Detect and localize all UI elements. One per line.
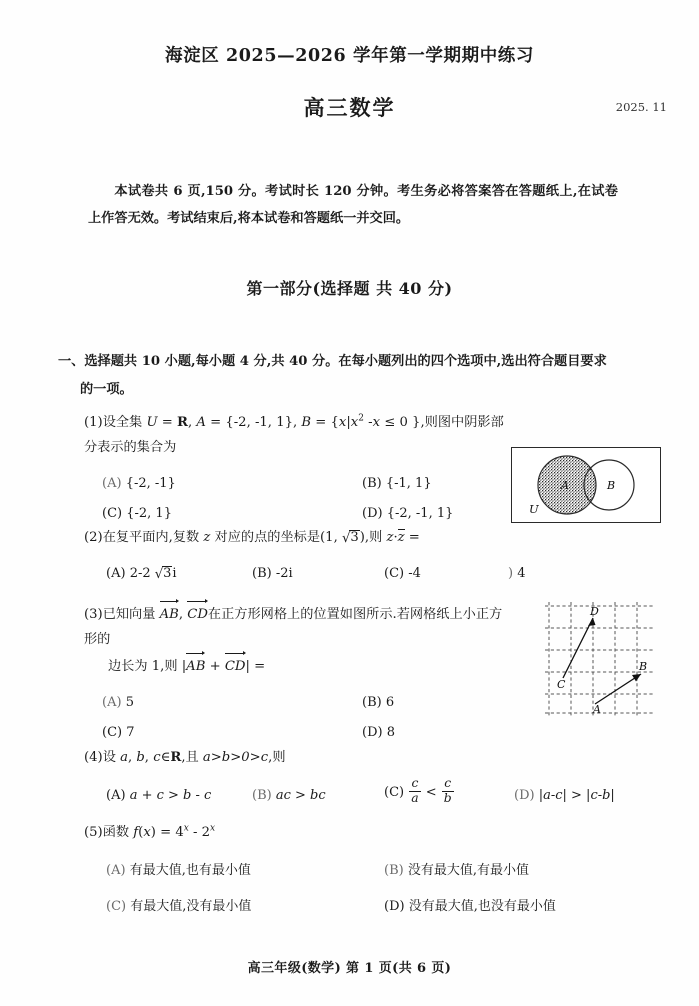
q1-tail: ,则图中阴影部分表示的集合为 bbox=[84, 415, 504, 456]
question-3 bbox=[84, 600, 504, 741]
q3-opt-d-text: 8 bbox=[386, 725, 395, 741]
q1-minus: - bbox=[363, 415, 373, 430]
section-intro bbox=[58, 348, 638, 403]
question-3-option-d[interactable] bbox=[362, 721, 395, 746]
q5-opt-b-text: 没有最大值,有最小值 bbox=[407, 863, 529, 879]
q3-vector-cd: CD bbox=[187, 600, 208, 627]
question-4-number: (4) bbox=[84, 750, 103, 765]
question-2-option-c[interactable] bbox=[384, 562, 421, 587]
point-b-label: B bbox=[639, 660, 648, 673]
q1-bar: | bbox=[346, 415, 351, 430]
q2-zbar: z bbox=[397, 530, 405, 545]
q2-opt-a-text: 2-2 √3i bbox=[129, 566, 177, 583]
question-5-options bbox=[84, 849, 644, 915]
q4-opt-d-label: (D) bbox=[514, 788, 535, 804]
question-1 bbox=[84, 410, 504, 522]
q4-text-c: ,则 bbox=[268, 750, 286, 765]
instructions-line-1: 本试卷共 6 页,150 分。考试时长 120 分钟。考生务必将答案答在答题纸上,在试卷上作答 bbox=[88, 184, 618, 227]
q3-opt-a-label: (A) bbox=[102, 695, 122, 711]
q3-opt-c-label: (C) bbox=[102, 725, 123, 741]
question-1-option-c[interactable] bbox=[102, 502, 172, 527]
grid-vector-figure bbox=[537, 600, 661, 718]
q3-comma: , bbox=[178, 607, 188, 622]
q5-minus-2: - 2 bbox=[188, 825, 211, 840]
q4-opt-a-label: (A) bbox=[106, 788, 126, 804]
q3-opt-d-label: (D) bbox=[362, 725, 383, 741]
q1-reals: R bbox=[177, 415, 188, 430]
q5-eq-4: ) = 4 bbox=[150, 825, 184, 840]
exam-date: 2025. 11 bbox=[615, 100, 667, 114]
q1-set-a: A bbox=[196, 415, 206, 430]
instructions-line-2: 无效。考试结束后,将本试卷和答题纸一并交回。 bbox=[127, 211, 410, 227]
q3-text-d: | = bbox=[245, 659, 266, 675]
q1-opt-c-text: {-2, 1} bbox=[126, 506, 172, 522]
question-2-stem: (2)在复平面内,复数 z 对应的点的坐标是(1, √3),则 z·z = bbox=[84, 530, 420, 546]
q5-opt-c-text: 有最大值,没有最小值 bbox=[130, 899, 252, 915]
question-3-option-b[interactable] bbox=[362, 691, 394, 716]
q3-opt-a-text: 5 bbox=[125, 695, 134, 711]
q4-var-b: b bbox=[136, 750, 145, 765]
question-4-option-b[interactable] bbox=[252, 784, 326, 809]
q5-opt-a-text: 有最大值,也有最小值 bbox=[129, 863, 251, 879]
vector-cd bbox=[563, 618, 596, 678]
q4-c2: , bbox=[144, 750, 154, 765]
q5-exp-2: x bbox=[210, 823, 216, 834]
question-5-number: (5) bbox=[84, 825, 103, 840]
question-1-stem bbox=[84, 410, 504, 460]
q2-text-b: 对应的点的坐标是(1, bbox=[210, 530, 342, 545]
q2-sqrt3: 3 bbox=[350, 530, 359, 545]
q2-text-c: ),则 bbox=[359, 530, 387, 545]
q4-text-a: 设 bbox=[102, 750, 121, 765]
section-intro-line-2: 的一项。 bbox=[80, 381, 133, 397]
page-footer: 高三年级(数学) 第 1 页(共 6 页) bbox=[247, 961, 452, 976]
point-c-label: C bbox=[557, 678, 566, 691]
q4-opt-d-text: |a-c| > |c-b| bbox=[538, 788, 615, 804]
q1-le: ≤ 0 } bbox=[380, 415, 421, 430]
q4-var-a: a bbox=[120, 750, 128, 765]
q4-opt-c-label: (C) bbox=[384, 784, 405, 800]
q1-comma1: , bbox=[187, 415, 197, 430]
q2-text-a: 在复平面内,复数 bbox=[102, 530, 204, 545]
question-4 bbox=[84, 745, 644, 810]
q4-frac-c-over-b: $\frac{c}{b}$ bbox=[443, 776, 452, 805]
question-2-option-a[interactable] bbox=[106, 562, 177, 587]
q1-x3: x bbox=[372, 415, 381, 430]
point-d-label: D bbox=[590, 605, 599, 618]
q2-opt-b-text: -2i bbox=[275, 566, 293, 582]
q4-opt-b-label: (B) bbox=[252, 788, 272, 804]
question-3-number: (3) bbox=[84, 607, 103, 622]
section-intro-line-1: 一、选择题共 10 小题,每小题 4 分,共 40 分。在每小题列出的四个选项中,选出符合题目要求 bbox=[58, 354, 607, 369]
q1-opt-a-text: {-2, -1} bbox=[125, 476, 176, 492]
question-5-stem bbox=[84, 820, 644, 845]
q2-z1: z bbox=[203, 530, 211, 545]
question-1-option-d[interactable] bbox=[362, 502, 453, 527]
question-3-option-a[interactable] bbox=[102, 691, 134, 716]
q2-opt-a-label: (A) bbox=[106, 566, 126, 582]
q1-opt-a-label: (A) bbox=[102, 476, 122, 492]
question-5-option-a[interactable] bbox=[106, 859, 251, 884]
venn-diagram-figure bbox=[511, 447, 661, 523]
q5-opt-d-label: (D) bbox=[384, 899, 405, 915]
exam-instructions bbox=[88, 178, 618, 232]
q2-z2: z bbox=[386, 530, 394, 545]
grid-vector-svg bbox=[537, 600, 661, 718]
question-2-options bbox=[84, 554, 604, 582]
venn-diagram-svg bbox=[512, 448, 660, 522]
q2-opt-b-label: (B) bbox=[252, 566, 272, 582]
q5-x: x bbox=[143, 825, 151, 840]
question-5-option-c[interactable] bbox=[106, 895, 251, 920]
question-5-option-d[interactable] bbox=[384, 895, 556, 920]
q4-in: ∈ bbox=[160, 750, 171, 765]
q2-opt-c-label: (C) bbox=[384, 566, 405, 582]
q1-set-u: U bbox=[146, 415, 158, 430]
q5-opt-a-label: (A) bbox=[106, 863, 126, 879]
q4-c1: , bbox=[127, 750, 137, 765]
part-one-heading: 第一部分(选择题 共 40 分) bbox=[246, 279, 453, 298]
question-4-options bbox=[84, 774, 644, 810]
q2-opt-d-label: ) bbox=[508, 566, 514, 582]
question-2 bbox=[84, 525, 604, 582]
q3-text-c: 边长为 1,则 | bbox=[108, 659, 187, 675]
page-subtitle: 高三数学 bbox=[303, 95, 396, 120]
q1-exp2: 2 bbox=[358, 413, 364, 424]
q5-f: f bbox=[133, 825, 139, 840]
question-1-option-b[interactable] bbox=[362, 472, 432, 497]
q3-text-a: 已知向量 bbox=[102, 607, 160, 622]
q5-paren-open: ( bbox=[138, 825, 144, 840]
question-2-option-b[interactable] bbox=[252, 562, 293, 587]
set-b-label: B bbox=[606, 479, 616, 492]
page-title: 海淀区 2025—2026 学年第一学期期中练习 bbox=[165, 46, 534, 66]
q3-plus: + bbox=[205, 659, 225, 675]
q2-opt-c-text: -4 bbox=[408, 566, 421, 582]
q2-opt-d-text: 4 bbox=[517, 566, 526, 582]
question-4-stem bbox=[84, 745, 644, 770]
question-2-number: (2) bbox=[84, 530, 103, 545]
question-3-options bbox=[84, 683, 504, 741]
q1-opt-b-label: (B) bbox=[362, 476, 382, 492]
q1-opt-b-text: {-1, 1} bbox=[385, 476, 432, 492]
q4-lt: < bbox=[425, 784, 437, 800]
q4-text-b: ,且 bbox=[181, 750, 203, 765]
q3-text-b: 在正方形网格上的位置如图所示.若网格纸上小正方形的 bbox=[84, 607, 503, 648]
q1-eq2: = {-2, -1, 1}, bbox=[205, 415, 302, 430]
question-3-stem-line-2 bbox=[84, 652, 504, 679]
q4-inequality: a>b>0>c bbox=[202, 750, 269, 765]
vector-ab bbox=[595, 674, 641, 704]
q1-x1: x bbox=[338, 415, 347, 430]
q4-frac-c-over-a: $\frac{c}{a}$ bbox=[411, 776, 419, 805]
q2-dot: · bbox=[393, 530, 398, 545]
question-4-option-c[interactable] bbox=[384, 778, 455, 807]
q4-opt-a-text: a + c > b - c bbox=[129, 788, 212, 804]
q1-eq1: = bbox=[157, 415, 178, 430]
question-2-option-d[interactable] bbox=[508, 562, 526, 587]
q3-opt-b-text: 6 bbox=[385, 695, 395, 711]
q1-opt-d-text: {-2, -1, 1} bbox=[386, 506, 454, 522]
universe-label: U bbox=[529, 502, 539, 516]
q3-vector-ab: AB bbox=[160, 600, 179, 627]
question-4-option-a[interactable] bbox=[106, 784, 211, 809]
q1-eq3: = { bbox=[311, 415, 339, 430]
q1-x2: x bbox=[350, 415, 359, 430]
q5-text-a: 函数 bbox=[102, 825, 134, 840]
q3-opt-b-label: (B) bbox=[362, 695, 382, 711]
question-1-option-a[interactable] bbox=[102, 472, 176, 497]
q5-opt-d-text: 没有最大值,也没有最小值 bbox=[408, 899, 556, 915]
question-1-options bbox=[84, 464, 504, 522]
q5-opt-b-label: (B) bbox=[384, 863, 404, 879]
q1-set-b: B bbox=[301, 415, 312, 430]
q4-reals: R bbox=[170, 750, 182, 765]
q5-exp-1: x bbox=[183, 823, 189, 834]
q3-vector-cd-2: CD bbox=[225, 652, 246, 679]
question-5 bbox=[84, 820, 644, 915]
q3-vector-ab-2: AB bbox=[186, 652, 205, 679]
set-a-label: A bbox=[561, 479, 569, 492]
q1-opt-c-label: (C) bbox=[102, 506, 123, 522]
q5-opt-c-label: (C) bbox=[106, 899, 127, 915]
q2-eq: = bbox=[404, 530, 420, 545]
question-4-option-d[interactable] bbox=[514, 784, 615, 809]
question-1-number: (1) bbox=[84, 415, 103, 430]
question-3-option-c[interactable] bbox=[102, 721, 135, 746]
question-3-stem-line-1 bbox=[84, 600, 504, 652]
q1-text-a: 设全集 bbox=[102, 415, 147, 430]
question-5-option-b[interactable] bbox=[384, 859, 529, 884]
q3-opt-c-text: 7 bbox=[126, 725, 135, 741]
q4-var-c: c bbox=[153, 750, 161, 765]
q4-opt-b-text: ac > bc bbox=[275, 788, 326, 804]
q1-opt-d-label: (D) bbox=[362, 506, 383, 522]
point-a-label: A bbox=[593, 703, 601, 716]
